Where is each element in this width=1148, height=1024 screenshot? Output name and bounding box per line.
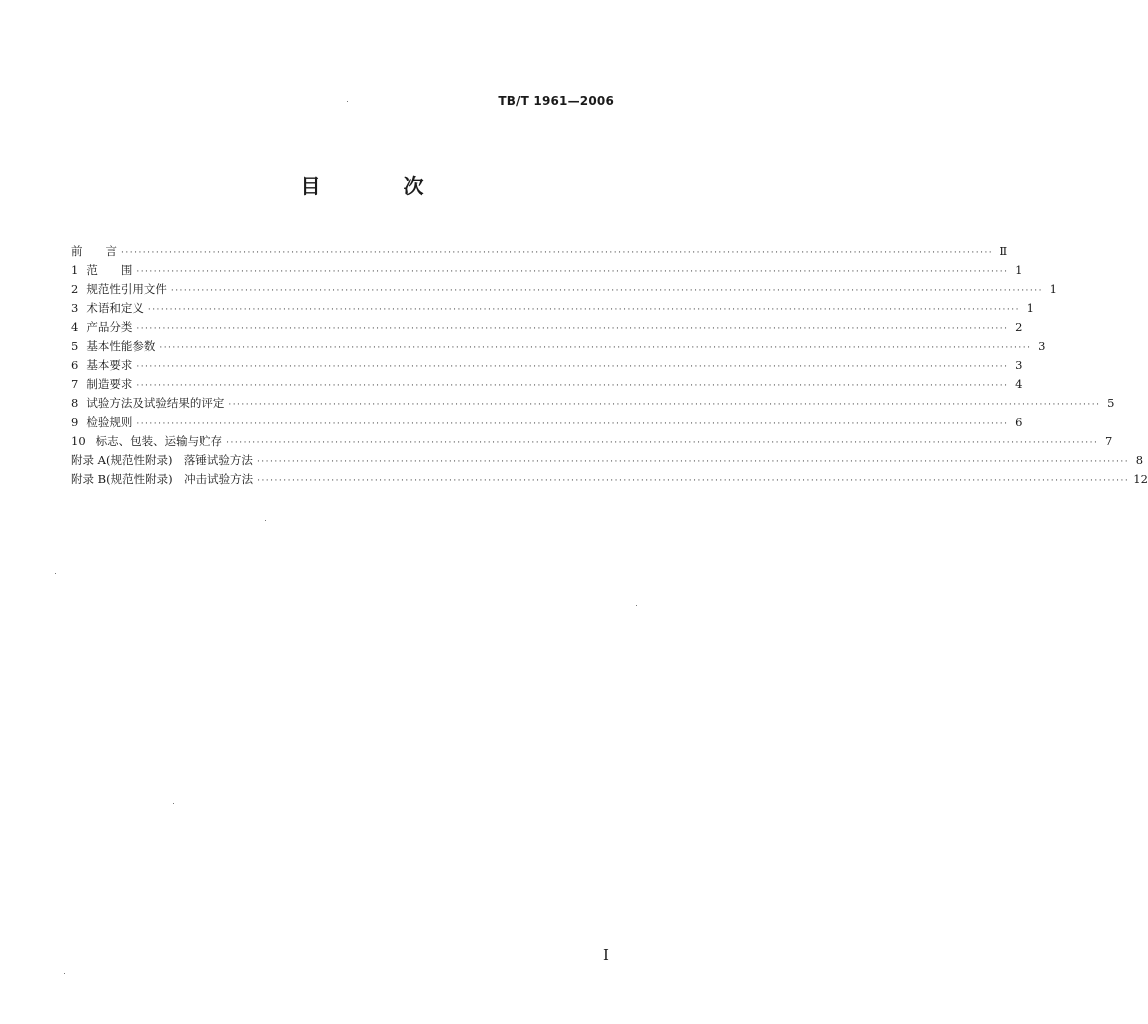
toc-entry-page: 4 bbox=[1015, 377, 1023, 391]
toc-entry-text: 范 围 bbox=[86, 263, 133, 277]
toc-entry-page: 8 bbox=[1135, 453, 1144, 467]
toc-entry-page: 7 bbox=[1104, 434, 1113, 448]
toc-entry-page: 2 bbox=[1015, 320, 1023, 334]
toc-entry-text: 标志、包装、运输与贮存 bbox=[95, 434, 223, 448]
table-of-contents bbox=[71, 242, 1148, 489]
toc-entry-page: 5 bbox=[1107, 396, 1115, 410]
toc-title: 目 次 bbox=[300, 174, 462, 198]
scan-speck bbox=[347, 101, 348, 102]
toc-entry-number: 6 bbox=[71, 358, 79, 372]
toc-leader-dots: ········································································································································································································ bbox=[121, 248, 994, 258]
toc-leader-dots: ········································································································································································································ bbox=[226, 438, 1099, 448]
toc-entry-page: 3 bbox=[1038, 339, 1046, 353]
toc-entry-inspection-rules[interactable] bbox=[71, 413, 1023, 432]
toc-entry-page: 1 bbox=[1026, 301, 1034, 315]
toc-entry-text: 基本要求 bbox=[86, 358, 133, 372]
toc-leader-dots: ········································································································································································································ bbox=[136, 419, 1009, 429]
toc-entry-basic-requirements[interactable] bbox=[71, 356, 1023, 375]
toc-entry-text: 附录 A(规范性附录) 落锤试验方法 bbox=[71, 453, 253, 467]
toc-entry-number: 8 bbox=[71, 396, 79, 410]
toc-leader-dots: ········································································································································································································ bbox=[136, 267, 1009, 277]
toc-entry-annex-b[interactable] bbox=[71, 470, 1148, 489]
toc-entry-text: 规范性引用文件 bbox=[86, 282, 167, 296]
toc-leader-dots: ········································································································································································································ bbox=[256, 457, 1130, 467]
page-number: I bbox=[603, 946, 609, 964]
toc-entry-scope[interactable] bbox=[71, 261, 1023, 280]
toc-entry-page: 3 bbox=[1015, 358, 1023, 372]
toc-entry-marking-packaging[interactable] bbox=[71, 432, 1113, 451]
toc-entry-number: 7 bbox=[71, 377, 79, 391]
toc-leader-dots: ········································································································································································································ bbox=[159, 343, 1032, 353]
toc-entry-number: 4 bbox=[71, 320, 79, 334]
toc-leader-dots: ········································································································································································································ bbox=[170, 286, 1043, 296]
toc-entry-foreword[interactable] bbox=[71, 242, 1008, 261]
toc-entry-page: 1 bbox=[1049, 282, 1057, 296]
toc-leader-dots: ········································································································································································································ bbox=[136, 362, 1009, 372]
toc-leader-dots: ········································································································································································································ bbox=[228, 400, 1101, 410]
toc-entry-text: 产品分类 bbox=[86, 320, 133, 334]
scan-speck bbox=[265, 520, 266, 521]
toc-entry-number: 1 bbox=[71, 263, 79, 277]
toc-entry-text: 基本性能参数 bbox=[86, 339, 156, 353]
toc-entry-text: 术语和定义 bbox=[86, 301, 144, 315]
toc-entry-text: 前 言 bbox=[71, 244, 117, 258]
toc-entry-test-methods[interactable] bbox=[71, 394, 1115, 413]
toc-leader-dots: ········································································································································································································ bbox=[136, 381, 1009, 391]
toc-entry-number: 10 bbox=[71, 434, 86, 448]
toc-entry-text: 检验规则 bbox=[86, 415, 133, 429]
toc-entry-manufacturing-requirements[interactable] bbox=[71, 375, 1023, 394]
toc-entry-number: 2 bbox=[71, 282, 79, 296]
scan-speck bbox=[173, 803, 174, 804]
toc-entry-annex-a[interactable] bbox=[71, 451, 1144, 470]
toc-entry-terms[interactable] bbox=[71, 299, 1034, 318]
scan-speck bbox=[55, 573, 56, 574]
toc-entry-classification[interactable] bbox=[71, 318, 1023, 337]
toc-entry-page: 12 bbox=[1133, 472, 1148, 486]
toc-entry-page: 1 bbox=[1015, 263, 1023, 277]
toc-entry-text: 试验方法及试验结果的评定 bbox=[86, 396, 225, 410]
toc-leader-dots: ········································································································································································································ bbox=[257, 476, 1130, 486]
toc-entry-text: 制造要求 bbox=[86, 377, 133, 391]
standard-code: TB/T 1961—2006 bbox=[498, 94, 614, 108]
toc-entry-page: Ⅱ bbox=[999, 244, 1008, 258]
toc-leader-dots: ········································································································································································································ bbox=[147, 305, 1020, 315]
scan-speck bbox=[64, 973, 65, 974]
toc-entry-number: 5 bbox=[71, 339, 79, 353]
toc-entry-page: 6 bbox=[1015, 415, 1023, 429]
toc-entry-text: 附录 B(规范性附录) 冲击试验方法 bbox=[71, 472, 254, 486]
toc-entry-number: 9 bbox=[71, 415, 79, 429]
toc-leader-dots: ········································································································································································································ bbox=[136, 324, 1009, 334]
scan-speck bbox=[636, 605, 637, 606]
toc-entry-number: 3 bbox=[71, 301, 79, 315]
toc-entry-normative-references[interactable] bbox=[71, 280, 1057, 299]
toc-entry-performance-parameters[interactable] bbox=[71, 337, 1046, 356]
